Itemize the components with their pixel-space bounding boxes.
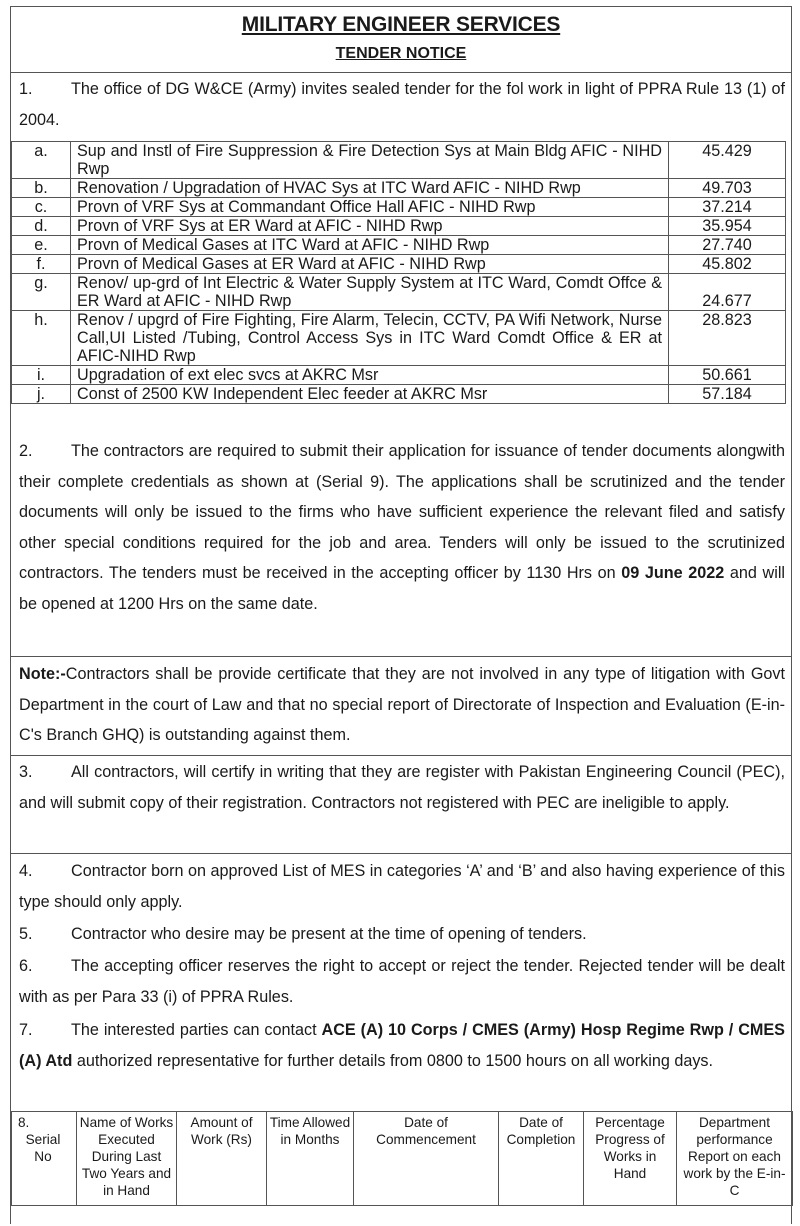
serial-cell: e. — [12, 236, 71, 255]
serial-cell: a. — [12, 142, 71, 179]
divider — [11, 755, 791, 756]
work-description: Renov/ up-grd of Int Electric & Water Supply System at ITC Ward, Comdt Offce & ER Ward at AFIC - NIHD Rwp — [71, 274, 669, 311]
paragraph-number: 1. — [19, 80, 33, 98]
section-number: 8. — [18, 1115, 30, 1130]
paragraph-text-end: and will be opened at 1200 Hrs on the same date. — [19, 564, 786, 613]
work-amount: 57.184 — [669, 385, 786, 404]
work-amount: 45.802 — [669, 255, 786, 274]
note-text: Contractors shall be provide certificate that they are not involved in any type of litigation with Govt Department in the court of Law and that no special report of Directorate of Inspection and Evaluation (E-in-C's Branch GHQ) is outstanding against them. — [19, 665, 785, 744]
serial-cell: c. — [12, 198, 71, 217]
paragraph-text: The interested parties can contact — [71, 1021, 322, 1039]
work-description: Const of 2500 KW Independent Elec feeder at AKRC Msr — [71, 385, 669, 404]
paragraph-text: Contractor who desire may be present at the time of opening of tenders. — [71, 925, 587, 943]
column-header-time: Time Allowed in Months — [267, 1112, 354, 1206]
column-header-progress: Percentage Progress of Works in Hand — [584, 1112, 677, 1206]
paragraph-text: Contractor born on approved List of MES in categories ‘A’ and ‘B’ and also having experience of this type should only apply. — [19, 862, 785, 911]
notice-title: TENDER NOTICE — [335, 45, 467, 62]
note-paragraph — [19, 659, 785, 751]
table-row — [12, 217, 786, 236]
serial-cell: j. — [12, 385, 71, 404]
paragraph-number: 7. — [19, 1021, 33, 1039]
work-amount: 49.703 — [669, 179, 786, 198]
paragraph-number: 5. — [19, 925, 33, 943]
organization-title: MILITARY ENGINEER SERVICES — [241, 13, 561, 36]
contact-office: ACE (A) 10 Corps / CMES (Army) Hosp Regime Rwp / CMES (A) Atd — [19, 1021, 785, 1070]
divider — [11, 72, 791, 73]
work-amount: 35.954 — [669, 217, 786, 236]
column-header-works: Name of Works Executed During Last Two Years and in Hand — [77, 1112, 177, 1206]
work-description: Provn of Medical Gases at ITC Ward at AFIC - NIHD Rwp — [71, 236, 669, 255]
paragraph-text: All contractors, will certify in writing that they are register with Pakistan Engineering Council (PEC), and will submit copy of their registration. Contractors not registered with PEC are ineligible to apply. — [19, 763, 785, 812]
column-header-amount: Amount of Work (Rs) — [177, 1112, 267, 1206]
paragraph-number: 6. — [19, 957, 33, 975]
column-header-label: Serial No — [25, 1132, 61, 1164]
table-row — [12, 142, 786, 179]
note-label: Note:- — [19, 665, 66, 683]
column-header-performance: Department performance Report on each work by the E-in-C — [677, 1112, 793, 1206]
serial-cell: h. — [12, 311, 71, 366]
column-header-completion: Date of Completion — [499, 1112, 584, 1206]
work-description: Upgradation of ext elec svcs at AKRC Msr — [71, 366, 669, 385]
table-header-row — [12, 1112, 793, 1206]
work-description: Provn of VRF Sys at ER Ward at AFIC - NIHD Rwp — [71, 217, 669, 236]
paragraph-4 — [19, 856, 785, 917]
column-header-commencement: Date of Commencement — [354, 1112, 499, 1206]
work-amount: 28.823 — [669, 311, 786, 366]
work-amount: 37.214 — [669, 198, 786, 217]
divider — [11, 853, 791, 854]
serial-cell: b. — [12, 179, 71, 198]
paragraph-text: The accepting officer reserves the right to accept or reject the tender. Rejected tender will be dealt with as per Para 33 (i) of PPRA Rules. — [19, 957, 785, 1006]
table-row — [12, 311, 786, 366]
work-description: Provn of Medical Gases at ER Ward at AFIC - NIHD Rwp — [71, 255, 669, 274]
work-amount: 50.661 — [669, 366, 786, 385]
paragraph-number: 2. — [19, 442, 33, 460]
paragraph-5 — [19, 919, 785, 950]
paragraph-text: The office of DG W&CE (Army) invites sealed tender for the fol work in light of PPRA Rule 13 (1) of 2004. — [19, 80, 785, 129]
paragraph-number: 4. — [19, 862, 33, 880]
submission-date: 09 June 2022 — [621, 564, 725, 582]
work-amount: 45.429 — [669, 142, 786, 179]
serial-cell: i. — [12, 366, 71, 385]
paragraph-6 — [19, 951, 785, 1012]
work-description: Renov / upgrd of Fire Fighting, Fire Alarm, Telecin, CCTV, PA Wifi Network, Nurse Call,UI Listed /Tubing, Control Access Sys in ITC Ward Comdt Office & ER at AFIC-NIHD Rwp — [71, 311, 669, 366]
work-amount: 24.677 — [669, 274, 786, 311]
serial-cell: d. — [12, 217, 71, 236]
serial-cell: g. — [12, 274, 71, 311]
table-row — [12, 236, 786, 255]
table-row — [12, 385, 786, 404]
table-row — [12, 179, 786, 198]
credentials-table — [11, 1111, 793, 1206]
work-description: Renovation / Upgradation of HVAC Sys at ITC Ward AFIC - NIHD Rwp — [71, 179, 669, 198]
work-description: Sup and Instl of Fire Suppression & Fire Detection Sys at Main Bldg AFIC - NIHD Rwp — [71, 142, 669, 179]
paragraph-2 — [19, 436, 785, 619]
table-row — [12, 366, 786, 385]
tender-notice-document — [10, 6, 792, 1224]
works-table — [11, 141, 786, 404]
column-header-serial — [12, 1112, 77, 1206]
paragraph-number: 3. — [19, 763, 33, 781]
table-row — [12, 255, 786, 274]
table-row — [12, 198, 786, 217]
divider — [11, 656, 791, 657]
paragraph-7 — [19, 1015, 785, 1076]
work-description: Provn of VRF Sys at Commandant Office Hall AFIC - NIHD Rwp — [71, 198, 669, 217]
paragraph-1 — [19, 74, 785, 135]
paragraph-text: The contractors are required to submit their application for issuance of tender documents alongwith their complete credentials as shown at (Serial 9). The applications shall be scrutinized and the tender documents will only be issued to the firms who have sufficient experience the relevant filed and satisfy other special conditions required for the job and area. Tenders will only be issued to the scrutinized contractors. The tenders must be received in the accepting officer by 1130 Hrs on — [19, 442, 785, 582]
table-row — [12, 274, 786, 311]
paragraph-3 — [19, 757, 785, 818]
work-amount: 27.740 — [669, 236, 786, 255]
serial-cell: f. — [12, 255, 71, 274]
paragraph-text-end: authorized representative for further details from 0800 to 1500 hours on all working days. — [72, 1051, 714, 1070]
